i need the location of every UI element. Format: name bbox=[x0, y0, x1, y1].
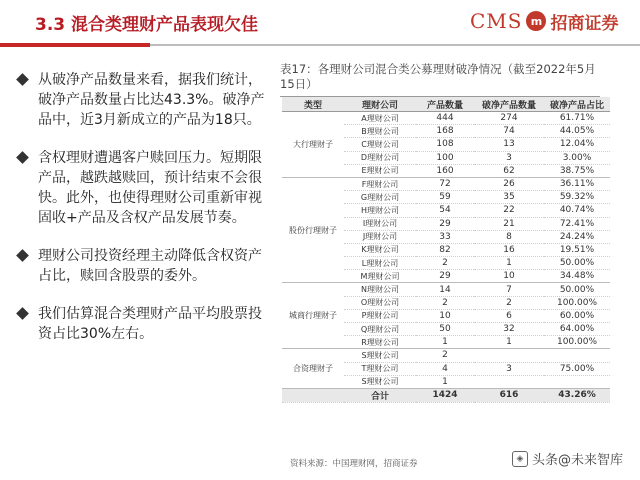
col-header-below-par-count: 破净产品数量 bbox=[474, 97, 544, 112]
bullet-item bbox=[16, 148, 274, 228]
below-par-count-cell: 21 bbox=[474, 217, 544, 230]
logo-emblem-icon: m bbox=[526, 11, 546, 31]
col-header-type: 类型 bbox=[282, 97, 344, 112]
table-body bbox=[282, 112, 610, 403]
below-par-ratio-cell bbox=[544, 349, 610, 362]
below-par-ratio-cell bbox=[544, 375, 610, 388]
below-par-count-cell: 35 bbox=[474, 191, 544, 204]
diamond-bullet-icon bbox=[16, 73, 29, 86]
bullet-text: 从破净产品数量来看，据我们统计，破净产品数量占比达43.3%。破净产品中，近3月新成立的产品为18只。 bbox=[38, 72, 265, 128]
total-blank-cell bbox=[282, 388, 344, 402]
below-par-ratio-cell: 19.51% bbox=[544, 243, 610, 256]
below-par-count-cell: 62 bbox=[474, 164, 544, 177]
below-par-ratio-cell: 24.24% bbox=[544, 230, 610, 243]
count-cell: 2 bbox=[416, 349, 474, 362]
below-par-count-cell: 10 bbox=[474, 270, 544, 283]
below-par-count-cell: 32 bbox=[474, 323, 544, 336]
header-accent-bar bbox=[0, 43, 150, 47]
count-cell: 444 bbox=[416, 112, 474, 125]
below-par-ratio-cell: 64.00% bbox=[544, 323, 610, 336]
col-header-below-par-ratio: 破净产品占比 bbox=[544, 97, 610, 112]
below-par-count-cell: 26 bbox=[474, 177, 544, 190]
below-par-ratio-cell: 61.71% bbox=[544, 112, 610, 125]
company-cell: R理财公司 bbox=[344, 336, 416, 349]
below-par-count-cell: 13 bbox=[474, 138, 544, 151]
table-caption-text: 表17：各理财公司混合类公募理财破净情况（截至2022年5月15日） bbox=[280, 62, 596, 91]
company-cell: C理财公司 bbox=[344, 138, 416, 151]
logo-text: CMS bbox=[470, 9, 523, 33]
table-row bbox=[282, 112, 610, 125]
bullet-text: 含权理财遭遇客户赎回压力。短期限产品，越跌越赎回，预计结束不会很快。此外，也使得理财公司重新审视固收+产品及含权产品发展节奏。 bbox=[38, 150, 262, 226]
total-label-cell: 合计 bbox=[344, 388, 416, 402]
company-cell: Q理财公司 bbox=[344, 323, 416, 336]
bullet-item bbox=[16, 304, 274, 344]
count-cell: 168 bbox=[416, 125, 474, 138]
company-cell: S理财公司 bbox=[344, 375, 416, 388]
count-cell: 33 bbox=[416, 230, 474, 243]
below-par-ratio-cell: 72.41% bbox=[544, 217, 610, 230]
count-cell: 4 bbox=[416, 362, 474, 375]
company-logo bbox=[470, 8, 618, 34]
company-cell: S理财公司 bbox=[344, 349, 416, 362]
company-cell: G理财公司 bbox=[344, 191, 416, 204]
below-par-ratio-cell: 50.00% bbox=[544, 283, 610, 296]
below-par-count-cell: 8 bbox=[474, 230, 544, 243]
bullet-item bbox=[16, 246, 274, 286]
bullet-item bbox=[16, 70, 274, 130]
total-count-cell: 1424 bbox=[416, 388, 474, 402]
data-table bbox=[282, 97, 610, 403]
count-cell: 1 bbox=[416, 375, 474, 388]
company-cell: N理财公司 bbox=[344, 283, 416, 296]
below-par-count-cell: 3 bbox=[474, 362, 544, 375]
count-cell: 50 bbox=[416, 323, 474, 336]
below-par-ratio-cell: 40.74% bbox=[544, 204, 610, 217]
below-par-count-cell: 6 bbox=[474, 309, 544, 322]
company-cell: H理财公司 bbox=[344, 204, 416, 217]
slide-title: 3.3 混合类理财产品表现欠佳 bbox=[35, 15, 259, 35]
below-par-count-cell: 274 bbox=[474, 112, 544, 125]
below-par-ratio-cell: 44.05% bbox=[544, 125, 610, 138]
company-cell: B理财公司 bbox=[344, 125, 416, 138]
table-row bbox=[282, 283, 610, 296]
bullet-list bbox=[16, 70, 274, 362]
below-par-ratio-cell: 3.00% bbox=[544, 151, 610, 164]
count-cell: 29 bbox=[416, 217, 474, 230]
below-par-ratio-cell: 100.00% bbox=[544, 296, 610, 309]
below-par-ratio-cell: 38.75% bbox=[544, 164, 610, 177]
company-cell: P理财公司 bbox=[344, 309, 416, 322]
logo-chinese-name: 招商证券 bbox=[550, 13, 619, 34]
company-cell: O理财公司 bbox=[344, 296, 416, 309]
below-par-count-cell: 22 bbox=[474, 204, 544, 217]
below-par-count-cell: 7 bbox=[474, 283, 544, 296]
below-par-count-cell: 1 bbox=[474, 257, 544, 270]
below-par-ratio-cell: 60.00% bbox=[544, 309, 610, 322]
below-par-count-cell bbox=[474, 375, 544, 388]
diamond-bullet-icon bbox=[16, 151, 29, 164]
company-cell: M理财公司 bbox=[344, 270, 416, 283]
below-par-ratio-cell: 75.00% bbox=[544, 362, 610, 375]
col-header-count: 产品数量 bbox=[416, 97, 474, 112]
count-cell: 14 bbox=[416, 283, 474, 296]
source-note: 资料来源：中国理财网，招商证券 bbox=[290, 459, 418, 469]
below-par-count-cell: 16 bbox=[474, 243, 544, 256]
company-cell: I理财公司 bbox=[344, 217, 416, 230]
table-row bbox=[282, 349, 610, 362]
company-cell: L理财公司 bbox=[344, 257, 416, 270]
below-par-count-cell: 3 bbox=[474, 151, 544, 164]
total-row bbox=[282, 388, 610, 402]
below-par-count-cell: 2 bbox=[474, 296, 544, 309]
below-par-ratio-cell: 100.00% bbox=[544, 336, 610, 349]
company-cell: A理财公司 bbox=[344, 112, 416, 125]
company-cell: T理财公司 bbox=[344, 362, 416, 375]
count-cell: 29 bbox=[416, 270, 474, 283]
diamond-bullet-icon bbox=[16, 307, 29, 320]
company-cell: D理财公司 bbox=[344, 151, 416, 164]
below-par-ratio-cell: 50.00% bbox=[544, 257, 610, 270]
company-cell: E理财公司 bbox=[344, 164, 416, 177]
company-cell: F理财公司 bbox=[344, 177, 416, 190]
col-header-company: 理财公司 bbox=[344, 97, 416, 112]
count-cell: 54 bbox=[416, 204, 474, 217]
category-cell: 城商行理财子 bbox=[282, 283, 344, 349]
toutiao-icon: ◈ bbox=[512, 451, 528, 467]
category-cell: 合资理财子 bbox=[282, 349, 344, 389]
count-cell: 82 bbox=[416, 243, 474, 256]
category-cell: 股份行理财子 bbox=[282, 177, 344, 283]
below-par-count-cell: 1 bbox=[474, 336, 544, 349]
total-ratio-cell: 43.26% bbox=[544, 388, 610, 402]
total-below-par-count-cell: 616 bbox=[474, 388, 544, 402]
below-par-ratio-cell: 12.04% bbox=[544, 138, 610, 151]
company-cell: K理财公司 bbox=[344, 243, 416, 256]
count-cell: 72 bbox=[416, 177, 474, 190]
table-row bbox=[282, 177, 610, 190]
below-par-ratio-cell: 36.11% bbox=[544, 177, 610, 190]
count-cell: 2 bbox=[416, 296, 474, 309]
table-header-row bbox=[282, 97, 610, 112]
count-cell: 100 bbox=[416, 151, 474, 164]
table-caption bbox=[280, 62, 610, 92]
count-cell: 1 bbox=[416, 336, 474, 349]
bullet-text: 我们估算混合类理财产品平均股票投资占比30%左右。 bbox=[38, 306, 262, 342]
count-cell: 59 bbox=[416, 191, 474, 204]
company-cell: J理财公司 bbox=[344, 230, 416, 243]
below-par-count-cell: 74 bbox=[474, 125, 544, 138]
below-par-count-cell bbox=[474, 349, 544, 362]
below-par-ratio-cell: 59.32% bbox=[544, 191, 610, 204]
count-cell: 160 bbox=[416, 164, 474, 177]
below-par-ratio-cell: 34.48% bbox=[544, 270, 610, 283]
count-cell: 10 bbox=[416, 309, 474, 322]
watermark-text: 头条@未来智库 bbox=[532, 453, 624, 468]
count-cell: 108 bbox=[416, 138, 474, 151]
diamond-bullet-icon bbox=[16, 249, 29, 262]
category-cell: 大行理财子 bbox=[282, 112, 344, 178]
watermark bbox=[512, 449, 623, 468]
slide-header bbox=[0, 0, 640, 54]
bullet-text: 理财公司投资经理主动降低含权资产占比，赎回含股票的委外。 bbox=[38, 248, 262, 284]
count-cell: 2 bbox=[416, 257, 474, 270]
